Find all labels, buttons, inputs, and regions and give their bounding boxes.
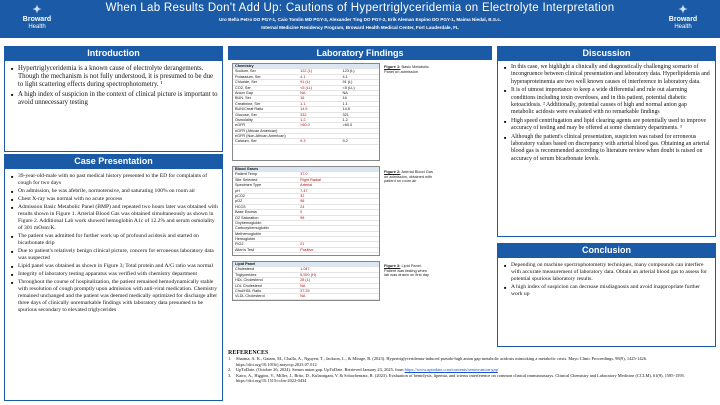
list-item: ■ Integrity of laboratory testing apparatus was verified with chemistry department xyxy=(9,271,218,278)
table-cell-label: pCO2 xyxy=(235,193,245,198)
table-cell-value: 332 xyxy=(300,112,307,117)
list-item: ■ Although the patient's clinical presentation, suspicion was raised for erroneous laboratory values based on discrepancy with arterial blood gas. Obtaining an arterial blood gas is recommended according to literature review when doubt is raised on accuracy of serum bicarbonate levels. xyxy=(502,134,711,164)
logo-sub: Health xyxy=(674,24,692,30)
table-cell-value: 91 (L) xyxy=(300,80,311,85)
table-cell-value: 4.1 xyxy=(300,74,306,79)
figure-2-caption-text: Arterial Blood Gas on admission, obtained with patient on room air xyxy=(384,169,433,184)
table-cell-value: >60.0 xyxy=(342,123,353,128)
conclusion-panel xyxy=(497,257,716,347)
list-item: ■ Admission Basic Metabolic Panel (BMP) and repeated two hours later was obtained with results shown in Figure 1. Arterial Blood Gas was obtained simultaneously as shown in Figure 2. Additional Lab work showed hemoglobin A1c of 12.2% and serum osmolality of 301 mOsm/K. xyxy=(9,204,218,232)
table-cell-value: 16 xyxy=(342,96,347,101)
broward-health-logo-right xyxy=(652,4,714,34)
table-cell-label: Oxyhemoglobin xyxy=(235,220,262,225)
table-cell-label: Triglycerides xyxy=(235,272,257,277)
figure-1-label: Figure 1: xyxy=(384,64,401,69)
table-cell-value: 9.3 xyxy=(300,139,306,144)
laboratory-findings-heading: Laboratory Findings xyxy=(228,46,492,60)
table-cell-value: 1.1 xyxy=(342,101,348,106)
table-cell-label: HCO3 xyxy=(235,204,246,209)
table-cell-label: Chloride, Ser xyxy=(235,80,258,85)
table-cell-value: 1.2 xyxy=(342,117,348,122)
table-cell-label: Creatinine, Ser xyxy=(235,101,261,106)
table-cell-label: BUN/Creat Ratio xyxy=(235,107,264,112)
broward-health-logo xyxy=(6,4,68,34)
figure-3-label: Figure 3: xyxy=(384,263,401,268)
reference-item xyxy=(228,356,716,367)
list-item: ■ 39-year-old-male with no past medical history presented to the ED for complaints of cough for two days xyxy=(9,173,218,187)
table-cell-label: BUN, Ser xyxy=(235,96,252,101)
table-cell-value: 98 xyxy=(300,199,305,204)
reference-item xyxy=(228,373,716,384)
table-cell-label: Patient Temp xyxy=(235,172,258,177)
table-cell-value: 32 xyxy=(300,193,305,198)
table-cell-value: 24 xyxy=(300,204,305,209)
discussion-panel xyxy=(497,60,716,237)
figure-2-caption xyxy=(384,170,434,184)
figure-2-abg-table xyxy=(232,166,380,256)
logo-mark-icon: ✦ xyxy=(32,4,42,16)
logo-mark-icon: ✦ xyxy=(678,4,688,16)
reference-number: 3. xyxy=(228,372,232,378)
table-cell-label: CO2, Ser xyxy=(235,85,251,90)
table-cell-label: Carboxyhemoglobin xyxy=(235,226,269,231)
table-cell-value: 1.1 xyxy=(300,101,306,106)
references-section xyxy=(228,351,716,403)
introduction-heading: Introduction xyxy=(4,46,223,60)
table-cell-label: O2 Saturation xyxy=(235,215,259,220)
table-cell-label: HDL Cholesterol xyxy=(235,278,263,283)
case-presentation-heading: Case Presentation xyxy=(4,154,223,168)
table-cell-label: Allen's Test xyxy=(235,247,255,252)
introduction-list xyxy=(9,65,218,107)
list-item: ■ It is of utmost importance to keep a wide differential and rule out alarming conditions including toxin overdoses, and in this patient, potential diabetic ketoacidosis. ² Additionally, potential causes of high and normal anion gap metabolic acidosis were evaluated with no remarkable findings xyxy=(502,87,711,117)
poster-header xyxy=(0,0,720,38)
list-item: ■ On admission, he was afebrile, normotensive, and saturating 100% on room air xyxy=(9,188,218,195)
table-cell-value: 1,047 xyxy=(300,267,310,272)
table-cell-value: 91 (L) xyxy=(342,80,353,85)
table-cell-value: 37.0 xyxy=(300,172,308,177)
discussion-heading: Discussion xyxy=(497,46,716,60)
table-cell-value: Right Radial xyxy=(300,177,321,182)
table-cell-label: Glucose, Ser xyxy=(235,112,257,117)
table-cell-value: NA xyxy=(300,283,306,288)
logo-name: Broward xyxy=(668,16,698,23)
table-cell-value: 28 (L) xyxy=(300,278,311,283)
figure-3-caption-text: Lipid Panel. Patient was fasting when lab was drawn on first day xyxy=(384,263,429,278)
table-cell-label: LDL Cholesterol xyxy=(235,283,263,288)
table-cell-label: Calcium, Ser xyxy=(235,139,257,144)
list-item: ■ Chest X-ray was normal with no acute process xyxy=(9,196,218,203)
table-cell-value: 321 xyxy=(342,112,349,117)
table-header-cell: Lipid Panel xyxy=(235,262,256,266)
table-cell-value: 14.5 xyxy=(300,107,308,112)
logo-name: Broward xyxy=(22,16,52,23)
figure-1-caption xyxy=(384,65,432,74)
table-cell-label: pH xyxy=(235,188,240,193)
figure-1-bmp-table xyxy=(232,63,380,161)
table-cell-value: 9.2 xyxy=(342,139,348,144)
list-item: ■ A high index of suspicion in the context of clinical picture is important to avoid unnecessary testing xyxy=(9,91,218,107)
figure-2-label: Figure 2: xyxy=(384,169,401,174)
table-cell-value: 7.47 xyxy=(300,188,308,193)
figure-3-lipid-table xyxy=(232,261,380,301)
table-cell-value: >60.0 xyxy=(300,123,310,128)
table-cell-label: Site Selected xyxy=(235,177,258,182)
table-cell-label: Cholesterol xyxy=(235,267,255,272)
reference-link[interactable]: https://www.uptodate.com/contents/serum-anion-gap xyxy=(404,367,498,373)
table-cell-value: NA xyxy=(300,294,306,299)
table-cell-label: Potassium, Ser xyxy=(235,74,261,79)
list-item: ■ Lipid panel was obtained as shown in Figure 3; Total protein and A/G ratio was normal xyxy=(9,263,218,270)
reference-text: Sharma, A. K., Gatam, M., Challa, A., Nguyen, T., Jackson, L., & Mirage, B. (2023). Hypertriglyceridemia-induced pseudo-high anion gap metabolic acidosis mimicking a metabolic crisis. Mayo Clinic Proceedings, 98(9), 1425-1426. https://doi.org/10.1016/j.mayocp.2023.07.012 xyxy=(236,356,648,367)
table-cell-label: pO2 xyxy=(235,199,243,204)
case-list xyxy=(9,173,218,314)
table-row xyxy=(233,248,379,253)
list-item: ■ Throughout the course of hospitalization, the patient remained hemodynamically stable with resolution of cough promptly upon admission with anti-viral medication. Chemistry remained unchanged and the patient was deemed medically optimized for discharge after three days of clinically unremarkable findings with laboratory data presumed to be spurious secondary to elevated triglycerides xyxy=(9,279,218,314)
table-cell-label: eGFR (Non-African American) xyxy=(235,134,286,139)
logo-sub: Health xyxy=(28,24,46,30)
table-cell-label: Sodium, Ser xyxy=(235,69,256,74)
poster-authors: Uro Bella Petro DO PGY-1, Caio Tomlin MD PGY-3, Alexander Ting DO PGY-2, Erik Aleman Espino DO PGY-1, Maima Niedal, B.S.c. xyxy=(218,17,502,22)
table-cell-value: <5 (LL) xyxy=(300,85,313,90)
references-heading: REFERENCES xyxy=(228,350,269,356)
table-cell-value: 14.5 xyxy=(342,107,350,112)
list-item: ■ A high index of suspicion can decrease misdiagnosis and avoid inappropriate further work up xyxy=(502,284,711,298)
table-cell-value: 16 xyxy=(300,96,305,101)
list-item: ■ Due to patient's relatively benign clinical picture, concern for erroneous laboratory data was suspected xyxy=(9,248,218,262)
introduction-panel xyxy=(4,60,223,152)
table-cell-value: 122 (L) xyxy=(300,69,313,74)
list-item: ■ The patient was admitted for further work up of profound acidosis and started on bicarbonate drip xyxy=(9,233,218,247)
reference-number: 1. xyxy=(228,356,232,362)
table-cell-value: 5,520 (H) xyxy=(300,272,316,277)
table-cell-label: Chol/HDL Ratio xyxy=(235,288,262,293)
table-cell-label: eGFR (African American) xyxy=(235,128,278,133)
table-header-cell: Chemistry xyxy=(235,64,254,68)
table-cell-label: Anion Gap xyxy=(235,90,253,95)
list-item: ■ Depending on machine spectrophotometry techniques, many compounds can interfere with accurate measurement of laboratory data. Obtain an arterial blood gas to assess for potential spurious laboratory results. xyxy=(502,262,711,283)
conclusion-heading: Conclusion xyxy=(497,243,716,257)
table-cell-label: Base Excess xyxy=(235,210,257,215)
case-presentation-panel xyxy=(4,168,223,401)
table-cell-value: 123 (L) xyxy=(342,69,355,74)
table-cell-value: <5 (LL) xyxy=(342,85,355,90)
table-cell-label: VLDL Cholesterol xyxy=(235,294,265,299)
poster-affiliation: Internal Medicine Residency Program, Broward Health Medical Center, Fort Lauderdale, FL xyxy=(261,25,459,30)
table-cell-label: eGFR xyxy=(235,123,246,128)
table-header-cell: Blood Gases xyxy=(235,167,259,171)
conclusion-list xyxy=(502,262,711,298)
table-cell-label: FIO2 xyxy=(235,242,244,247)
list-item: ■ High speed centrifugation and lipid clearing agents are potentially used to improve accuracy of testing and may be offered at some chemistry departments. ³ xyxy=(502,118,711,133)
table-cell-label: Methemoglobin xyxy=(235,231,261,236)
table-cell-value: Arterial xyxy=(300,183,313,188)
list-item: ■ Hypertriglyceridemia is a known cause of electrolyte derangements. Though the mechanism is not fully understood, it is presumed to be due to light scattering effects during spectrophotometry. ¹ xyxy=(9,65,218,90)
discussion-list xyxy=(502,64,711,163)
table-cell-label: Specimen Type xyxy=(235,183,262,188)
poster-title: When Lab Results Don't Add Up: Cautions of Hypertriglyceridemia on Electrolyte Interpretation xyxy=(105,2,615,14)
table-cell-value: 21 xyxy=(300,242,305,247)
table-row xyxy=(233,294,379,299)
table-cell-value: 0 xyxy=(300,210,303,215)
table-cell-value: 98 xyxy=(300,215,305,220)
reference-text: Kairo, A., Higgins, V., Miller, J., Brito, D., Kularatgam, V. & Schachenratz, R. (2023). Evaluation of hemolysis, lipemia, and icterus interference on common clinical immunoassays. Clinical Chemistry and Laboratory Medicine (CCLM), 61(9), 1585-1595. https://doi.org/10.1515/cclm-2022-0434 xyxy=(236,372,685,384)
figure-3-caption xyxy=(384,264,432,278)
table-cell-label: Osmolality xyxy=(235,117,253,122)
table-cell-value: 4.1 xyxy=(342,74,348,79)
table-cell-value: NA xyxy=(342,90,348,95)
table-cell-value: Positive xyxy=(300,247,314,252)
table-cell-label: Hemoglobin xyxy=(235,237,256,242)
table-row xyxy=(233,139,379,144)
figure-1-caption-text: Basic Metabolic Panel on admission xyxy=(384,64,429,74)
table-cell-value: NA xyxy=(300,90,306,95)
table-cell-value: 37.39 xyxy=(300,288,310,293)
reference-number: 2. xyxy=(228,367,232,373)
list-item: ■ In this case, we highlight a clinically and diagnostically challenging scenario of incongruence between clinical presentation and laboratory data. Hyperlipidemia and hyperaproteinemia are two well known causes of interference in laboratory data. xyxy=(502,64,711,86)
reference-text: UpToDate. (October 26, 2024). Serum anion gap. UpToDate. Retrieved January 23, 2025, from xyxy=(236,367,404,373)
table-cell-value: 1.2 xyxy=(300,117,306,122)
